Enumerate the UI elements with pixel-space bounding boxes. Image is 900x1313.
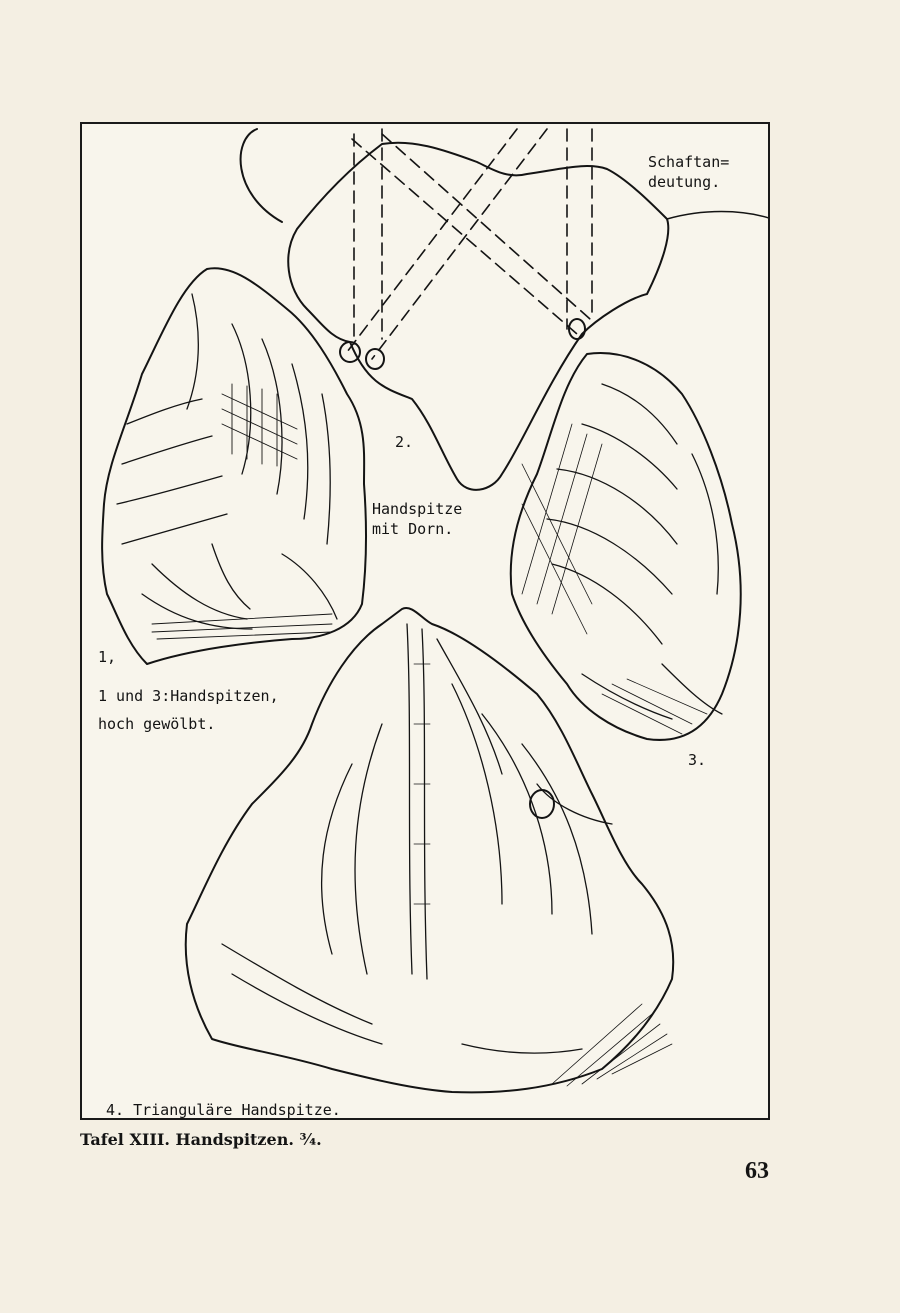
figures-1-3-description: 1 und 3:Handspitzen, hoch gewölbt.	[98, 687, 279, 733]
figure-2-number: 2.	[395, 433, 414, 451]
figure-1-number: 1,	[98, 648, 117, 666]
figure-3-number: 3.	[688, 751, 707, 769]
figure-3-handpoint-drawing	[511, 353, 741, 740]
figure-4-description: 4. Trianguläre Handspitze.	[106, 1101, 341, 1119]
shaft-indication-label: Schaftan= deutung.	[648, 153, 730, 191]
illustration-plate	[80, 122, 770, 1120]
figure-1-handpoint-drawing	[102, 268, 366, 664]
plate-drawings	[82, 124, 768, 1118]
page-number: 63	[745, 1158, 769, 1184]
figure-4-triangular-handpoint-drawing	[186, 608, 674, 1092]
plate-caption: Tafel XIII. Handspitzen. ¾.	[80, 1130, 322, 1149]
figure-2-description: Handspitze mit Dorn.	[372, 500, 463, 538]
